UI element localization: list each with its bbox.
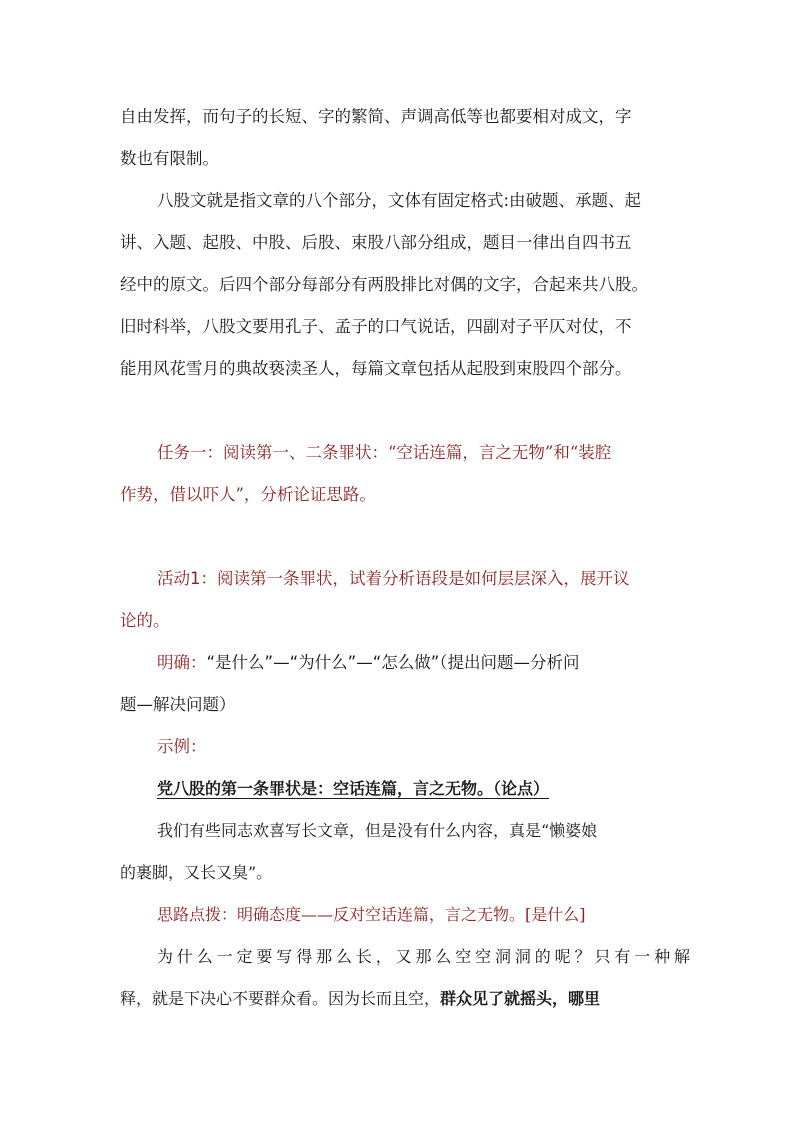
quote-2-line-1: 为什么一定要写得那么长，又那么空空洞洞的呢？只有一种解 [157,947,690,966]
hint-text: 思路点拨：明确态度——反对空话连篇，言之无物。 [157,905,526,924]
clarify-label: 明确： [157,653,207,672]
paragraph-2-line-3: 经中的原文。后四个部分每部分有两股排比对偶的文字，合起来共八股。 [120,275,648,294]
clarify-line-2: 题—解决问题） [120,695,236,714]
hint-tag: [是什么] [525,905,586,924]
paragraph-1-line-2: 数也有限制。 [120,149,219,168]
activity-1-line-1: 活动1：阅读第一条罪状，试着分析语段是如何层层深入，展开议 [157,569,630,588]
paragraph-2-line-1: 八股文就是指文章的八个部分，文体有固定格式:由破题、承题、起 [157,191,642,210]
task-1-line-2: 作势，借以吓人”，分析论证思路。 [120,485,376,504]
paragraph-1-line-1: 自由发挥，而句子的长短、字的繁简、声调高低等也都要相对成文，字 [120,107,632,126]
paragraph-2-line-2: 讲、入题、起股、中股、后股、束股八部分组成，题目一律出自四书五 [120,233,632,252]
task-1-line-1: 任务一：阅读第一、二条罪状：“空话连篇，言之无物”和“装腔 [157,443,612,462]
quote-2-bold: 群众见了就摇头，哪里 [440,989,601,1008]
activity-1-line-2: 论的。 [120,611,170,630]
clarify-text: “是什么”—“为什么”—“怎么做”（提出问题—分析问 [206,653,580,672]
paragraph-2-line-5: 能用风花雪月的典故亵渎圣人，每篇文章包括从起股到束股四个部分。 [120,359,632,378]
thesis-statement: 党八股的第一条罪状是：空话连篇，言之无物。（论点） [157,779,550,798]
quote-1-line-2: 的裹脚，又长又臭”。 [120,863,273,882]
clarify-line-1 [157,651,727,675]
paragraph-2-line-4: 旧时科举，八股文要用孔子、孟子的口气说话，四副对子平仄对仗，不 [120,317,632,336]
quote-2-normal: 释，就是下决心不要群众看。因为长而且空， [120,989,441,1008]
hint-line [157,903,727,927]
quote-2-line-2 [120,987,690,1011]
example-label: 示例： [157,737,207,756]
quote-1-line-1: 我们有些同志欢喜写长文章，但是没有什么内容，真是“懒婆娘 [157,821,598,840]
